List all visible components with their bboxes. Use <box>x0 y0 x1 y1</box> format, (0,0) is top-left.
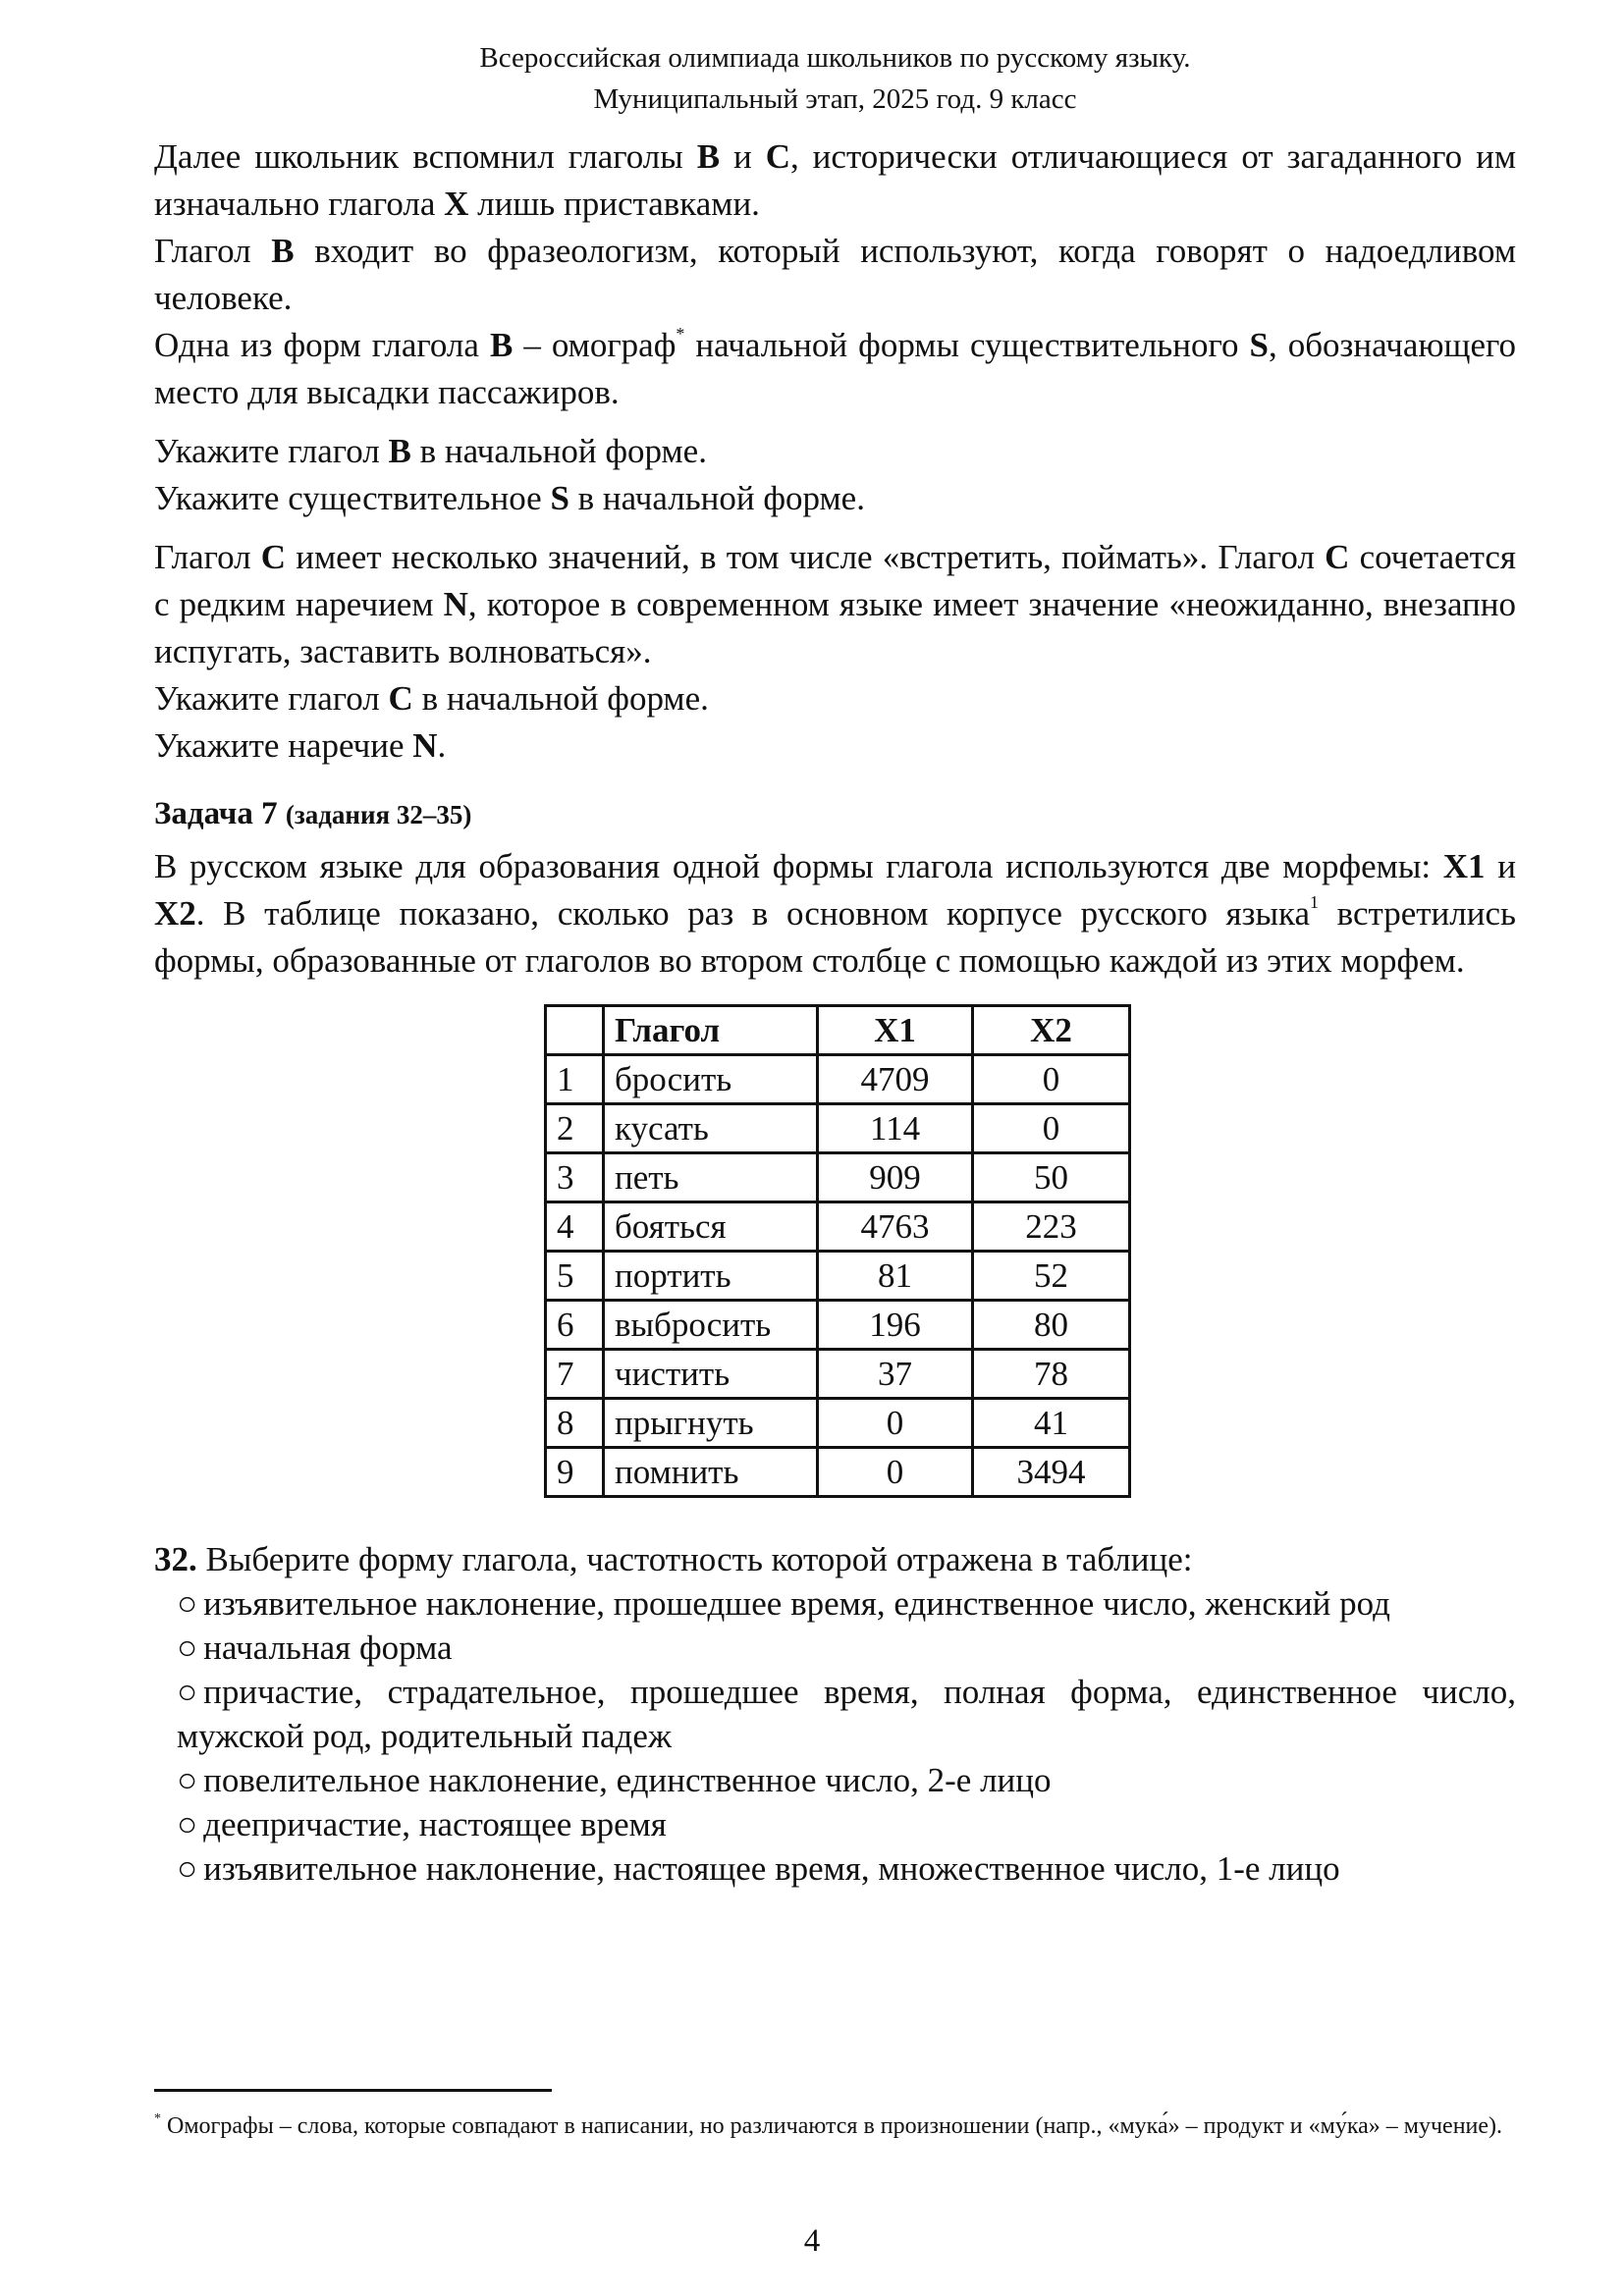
table-row <box>546 1399 1130 1448</box>
x2-cell: 52 <box>973 1252 1130 1301</box>
answer-option[interactable]: ○ начальная форма <box>177 1626 1516 1670</box>
row-number: 3 <box>546 1153 604 1202</box>
radio-icon[interactable]: ○ <box>177 1805 198 1843</box>
verb-cell: петь <box>604 1153 818 1202</box>
intro-paragraph-2: Глагол B входит во фразеологизм, который используют, когда говорят о надоедливом человеке. <box>154 232 1517 317</box>
task-7-description: В русском языке для образования одной формы глагола используются две морфемы: X1 и X2. В таблице показано, сколько раз в основном корпусе русского языка$^1$ встретились формы, образованные от глаголов во втором столбце с помощью каждой из этих морфем. <box>154 847 1516 980</box>
answer-option[interactable]: ○ изъявительное наклонение, прошедшее время, единственное число, женский род <box>177 1581 1516 1626</box>
row-number: 5 <box>546 1252 604 1301</box>
x1-cell: 4709 <box>818 1055 973 1104</box>
row-number: 9 <box>546 1448 604 1497</box>
table-row <box>546 1301 1130 1350</box>
verb-cell: помнить <box>604 1448 818 1497</box>
x2-cell: 223 <box>973 1202 1130 1252</box>
row-number: 6 <box>546 1301 604 1350</box>
x2-cell: 3494 <box>973 1448 1130 1497</box>
x2-cell: 50 <box>973 1153 1130 1202</box>
header-x2: X2 <box>973 1006 1130 1055</box>
x2-cell: 0 <box>973 1055 1130 1104</box>
verb-cell: бояться <box>604 1202 818 1252</box>
table-header-row <box>546 1006 1130 1055</box>
x1-cell: 81 <box>818 1252 973 1301</box>
verb-cell: бросить <box>604 1055 818 1104</box>
row-number: 8 <box>546 1399 604 1448</box>
footnote-mark: * <box>154 2111 161 2126</box>
intro-paragraph-1: Далее школьник вспомнил глаголы B и C, исторически отличающиеся от загаданного им изначально глагола X лишь приставками. <box>154 137 1516 223</box>
page-header <box>154 0 1516 120</box>
row-number: 2 <box>546 1104 604 1153</box>
x2-cell: 0 <box>973 1104 1130 1153</box>
footnote-ref-1: 1 <box>1310 892 1319 913</box>
question-number: 32. <box>154 1540 197 1578</box>
x1-cell: 196 <box>818 1301 973 1350</box>
question-noun-s: Укажите существительное S в начальной форме. <box>154 479 865 517</box>
answer-options <box>154 1581 1516 1891</box>
x1-cell: 0 <box>818 1448 973 1497</box>
x1-cell: 0 <box>818 1399 973 1448</box>
header-x1: X1 <box>818 1006 973 1055</box>
table-row <box>546 1153 1130 1202</box>
row-number: 4 <box>546 1202 604 1252</box>
table-row <box>546 1202 1130 1252</box>
table-row <box>546 1252 1130 1301</box>
answer-option[interactable]: ○ изъявительное наклонение, настоящее время, множественное число, 1-е лицо <box>177 1846 1516 1891</box>
verb-cell: чистить <box>604 1350 818 1399</box>
table-row <box>546 1448 1130 1497</box>
radio-icon[interactable]: ○ <box>177 1584 198 1623</box>
x1-cell: 909 <box>818 1153 973 1202</box>
verb-cell: выбросить <box>604 1301 818 1350</box>
verb-cell: кусать <box>604 1104 818 1153</box>
header-line-1: Всероссийская олимпиада школьников по русскому языку. <box>479 42 1191 74</box>
x2-cell: 78 <box>973 1350 1130 1399</box>
x2-cell: 41 <box>973 1399 1130 1448</box>
verb-cell: портить <box>604 1252 818 1301</box>
x2-cell: 80 <box>973 1301 1130 1350</box>
table-row <box>546 1055 1130 1104</box>
header-line-2: Муниципальный этап, 2025 год. 9 класс <box>593 83 1077 115</box>
question-adverb-n: Укажите наречие N. <box>154 726 447 765</box>
task-7-title: Задача 7 (задания 32–35) <box>154 796 472 831</box>
x1-cell: 4763 <box>818 1202 973 1252</box>
x1-cell: 114 <box>818 1104 973 1153</box>
answer-option[interactable]: ○ деепричастие, настоящее время <box>177 1802 1516 1846</box>
answer-option[interactable]: ○ причастие, страдательное, прошедшее время, полная форма, единственное число, мужской род, родительный падеж <box>177 1670 1516 1758</box>
x1-cell: 37 <box>818 1350 973 1399</box>
verb-cell: прыгнуть <box>604 1399 818 1448</box>
footnote-ref: * <box>676 324 685 345</box>
intro-paragraph-4: Глагол C имеет несколько значений, в том числе «встретить, поймать». Глагол C сочетается с редким наречием N, которое в современном языке имеет значение «неожиданно, внезапно испугать, заставить волноваться». <box>154 538 1517 670</box>
footnote: * Омографы – слова, которые совпадают в написании, но различаются в произношении (напр., «мука́» – продукт и «му́ка» – мучение). <box>154 2111 1503 2139</box>
table-row <box>546 1104 1130 1153</box>
radio-icon[interactable]: ○ <box>177 1761 198 1799</box>
intro-paragraph-3: Одна из форм глагола B – омограф* начальной формы существительного S, обозначающего место для высадки пассажиров. <box>154 324 1516 411</box>
row-number: 7 <box>546 1350 604 1399</box>
table-row <box>546 1350 1130 1399</box>
radio-icon[interactable]: ○ <box>177 1849 198 1888</box>
answer-option[interactable]: ○ повелительное наклонение, единственное число, 2-е лицо <box>177 1758 1516 1802</box>
document-page <box>154 0 1516 1891</box>
header-verb: Глагол <box>604 1006 818 1055</box>
radio-icon[interactable]: ○ <box>177 1629 198 1667</box>
footnote-divider <box>154 2089 552 2092</box>
page-number: 4 <box>803 2223 821 2259</box>
question-32: 32. Выберите форму глагола, частотность которой отражена в таблице: <box>154 1540 1193 1578</box>
header-number <box>546 1006 604 1055</box>
frequency-table <box>544 1004 1131 1498</box>
question-verb-c: Укажите глагол C в начальной форме. <box>154 679 709 718</box>
row-number: 1 <box>546 1055 604 1104</box>
radio-icon[interactable]: ○ <box>177 1673 198 1711</box>
question-verb-b: Укажите глагол B в начальной форме. <box>154 432 707 470</box>
